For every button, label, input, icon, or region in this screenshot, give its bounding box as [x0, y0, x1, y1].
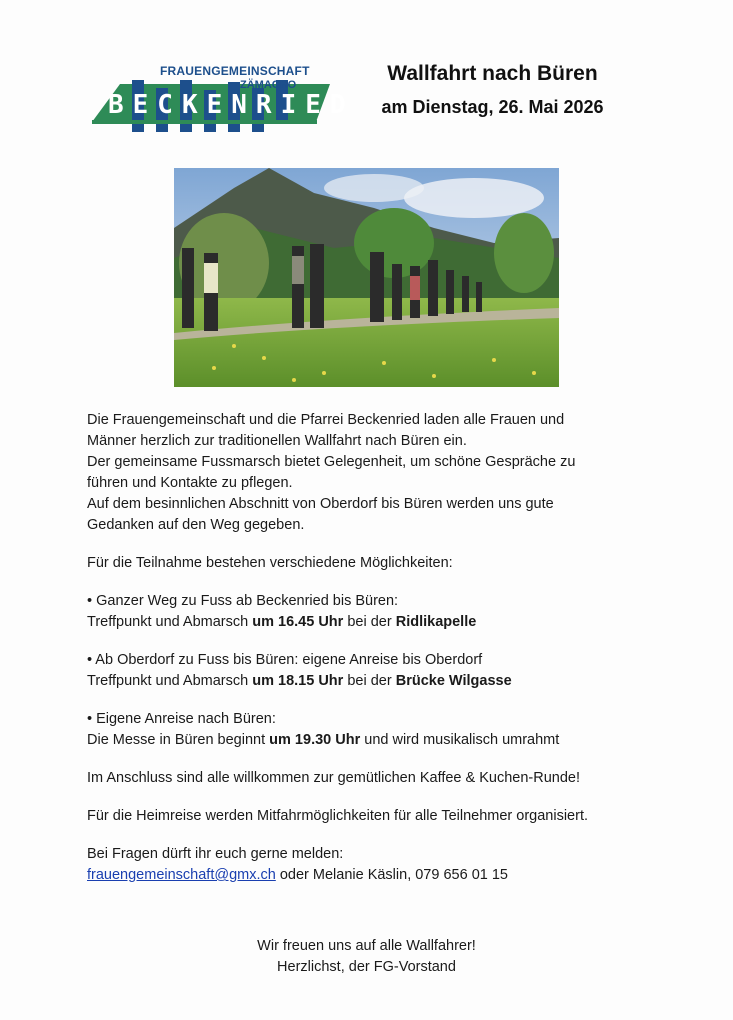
option-3-title: • Eigene Anreise nach Büren: [87, 711, 276, 727]
contact-intro: Bei Fragen dürft ihr euch gerne melden: [87, 846, 344, 862]
main-content [87, 410, 687, 886]
option-1-title: • Ganzer Weg zu Fuss ab Beckenried bis Büren: [87, 593, 399, 609]
option-2-pre: Treffpunkt und Abmarsch [87, 673, 253, 689]
intro-line: Gedanken auf den Weg gegeben. [87, 517, 305, 533]
closing-line2: Herzlichst, der FG-Vorstand [277, 959, 456, 975]
pilgrimage-photo [174, 168, 559, 387]
logo [80, 60, 355, 138]
option-2-mid: bei der [343, 673, 396, 689]
options-intro: Für die Teilnahme bestehen verschiedene Möglichkeiten: [87, 555, 453, 571]
option-1-place: Ridlikapelle [395, 614, 477, 630]
closing [0, 936, 733, 978]
option-1-mid: bei der [343, 614, 396, 630]
logo-word: BECKENRIED [108, 90, 355, 120]
page-subtitle: am Dienstag, 26. Mai 2026 [381, 97, 604, 117]
intro-line: Auf dem besinnlichen Abschnitt von Oberdorf bis Büren werden uns gute [87, 496, 554, 512]
page-title: Wallfahrt nach Büren [387, 62, 598, 85]
intro-line: Der gemeinsame Fussmarsch bietet Gelegenheit, um schöne Gespräche zu [87, 454, 576, 470]
option-3-time: um 19.30 Uhr [269, 732, 361, 748]
return-trip-text: Für die Heimreise werden Mitfahrmöglichkeiten für alle Teilnehmer organisiert. [87, 808, 589, 824]
option-2-place: Brücke Wilgasse [395, 673, 512, 689]
contact-details [87, 865, 687, 886]
intro-line: Die Frauengemeinschaft und die Pfarrei Beckenried laden alle Frauen und [87, 412, 565, 428]
contact-person: oder Melanie Käslin, 079 656 01 15 [275, 867, 508, 883]
option-3-mid: und wird musikalisch umrahmt [360, 732, 560, 748]
logo-line1: FRAUENGEMEINSCHAFT [160, 64, 310, 78]
option-1-time: um 16.45 Uhr [252, 614, 344, 630]
option-2-title: • Ab Oberdorf zu Fuss bis Büren: eigene Anreise bis Oberdorf [87, 652, 483, 668]
after-event-text: Im Anschluss sind alle willkommen zur gemütlichen Kaffee & Kuchen-Runde! [87, 770, 580, 786]
intro-line: führen und Kontakte zu pflegen. [87, 475, 293, 491]
option-2-time: um 18.15 Uhr [252, 673, 344, 689]
option-1-details [87, 612, 687, 633]
intro-line: Männer herzlich zur traditionellen Wallfahrt nach Büren ein. [87, 433, 467, 449]
logo-line2: ZÄMACHO [240, 79, 297, 91]
option-3-details [87, 730, 687, 751]
closing-line1: Wir freuen uns auf alle Wallfahrer! [257, 938, 476, 954]
option-3-pre: Die Messe in Büren beginnt [87, 732, 270, 748]
email-link[interactable]: frauengemeinschaft@gmx.ch [87, 867, 276, 883]
option-1-pre: Treffpunkt und Abmarsch [87, 614, 253, 630]
option-2-details [87, 671, 687, 692]
